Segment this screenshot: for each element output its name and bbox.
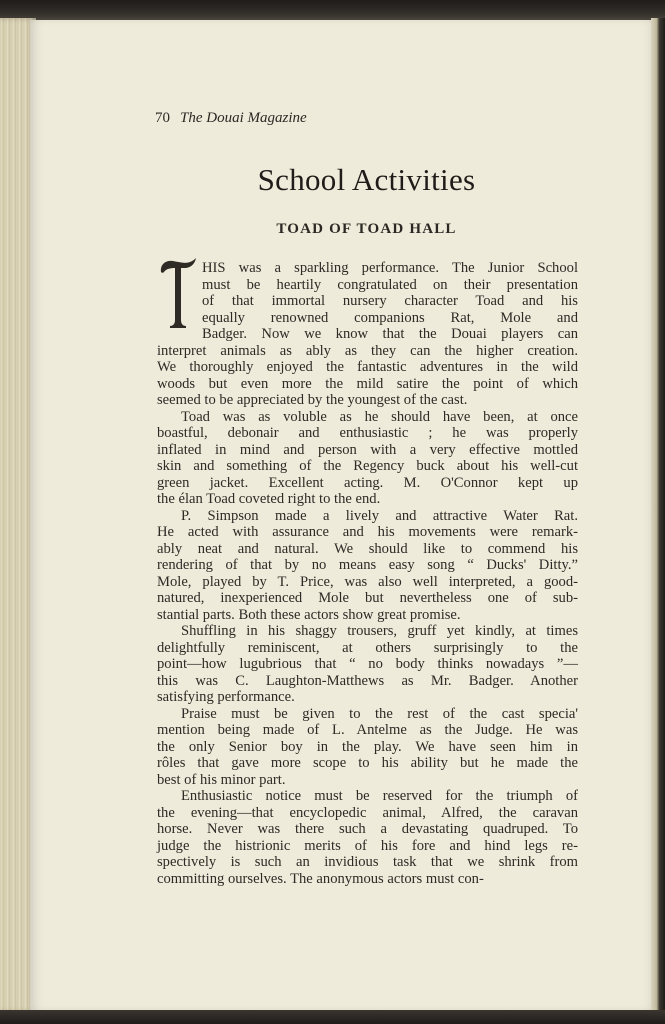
page-number: 70 <box>155 110 170 126</box>
text-line: Badger. Now we know that the Douai players can <box>202 326 578 342</box>
text-line: interpret animals as ably as they can the higher creation. <box>157 342 578 359</box>
text-line: the evening—that encyclopedic animal, Alfred, the caravan <box>157 804 578 821</box>
text-line: green jacket. Excellent acting. M. O'Connor kept up <box>157 474 578 491</box>
text-line: spectively is such an invidious task that we shrink from <box>157 854 578 870</box>
text-line: rôles that gave more scope to his ability but he made the <box>157 755 578 771</box>
text-line: this was C. Laughton-Matthews as Mr. Badger. Another <box>157 672 578 689</box>
text-line: best of his minor part. <box>157 771 286 788</box>
text-line: point—how lugubrious that “ no body thinks nowadays ”— <box>157 656 578 672</box>
text-line: horse. Never was there such a devastating quadruped. To <box>157 821 578 837</box>
text-line: skin and something of the Regency buck about his well-cut <box>157 458 578 474</box>
text-line: stantial parts. Both these actors show great promise. <box>157 606 461 623</box>
paragraph <box>157 706 578 789</box>
text-line: ably neat and natural. We should like to commend his <box>157 540 578 557</box>
book-bottom-edge <box>0 1010 665 1024</box>
text-line: Toad was as voluble as he should have been, at once <box>181 408 578 425</box>
magazine-name: The Douai Magazine <box>180 110 307 126</box>
text-line: P. Simpson made a lively and attractive Water Rat. <box>181 507 578 524</box>
paragraph <box>157 260 578 409</box>
text-line: mention being made of L. Antelme as the Judge. He was <box>157 722 578 738</box>
paragraph <box>157 409 578 508</box>
text-line: judge the histrionic merits of his fore and hind legs re- <box>157 837 578 854</box>
book-right-edge <box>651 18 665 1012</box>
text-line: boastful, debonair and enthusiastic ; he was properly <box>157 425 578 441</box>
text-line: Shuffling in his shaggy trousers, gruff yet kindly, at times <box>181 623 578 639</box>
section-title: School Activities <box>257 162 476 197</box>
text-line: satisfying performance. <box>157 689 295 705</box>
text-line: Mole, played by T. Price, was also well interpreted, a good- <box>157 573 578 590</box>
text-line: committing ourselves. The anonymous actors must con- <box>157 870 484 887</box>
text-line: inflated in mind and person with a very effective mottled <box>157 441 578 458</box>
text-line: of that immortal nursery character Toad and his <box>202 293 578 309</box>
paragraph <box>157 788 578 887</box>
text-line: rendering of that by no means easy song “ Ducks' Ditty.” <box>157 557 578 573</box>
text-line: Praise must be given to the rest of the cast specia' <box>181 705 578 722</box>
article-title: TOAD OF TOAD HALL <box>276 221 457 237</box>
running-head <box>155 110 307 127</box>
text-line: He acted with assurance and his movements were remark- <box>157 524 578 540</box>
paragraph <box>157 623 578 706</box>
text-line: natured, inexperienced Mole but nevertheless one of sub- <box>157 590 578 606</box>
text-line: the only Senior boy in the play. We have seen him in <box>157 738 578 755</box>
text-line: Enthusiastic notice must be reserved for the triumph of <box>181 788 578 804</box>
book-top-edge <box>0 0 665 20</box>
paragraph <box>157 508 578 624</box>
text-line: delightfully reminiscent, at others surprisingly to the <box>157 639 578 656</box>
text-line: seemed to be appreciated by the youngest of the cast. <box>157 392 468 408</box>
text-line: woods but even more the mild satire the point of which <box>157 375 578 392</box>
text-line: We thoroughly enjoyed the fantastic adventures in the wild <box>157 359 578 375</box>
article-body <box>157 260 578 887</box>
text-line: must be heartily congratulated on their presentation <box>202 276 578 293</box>
text-line: HIS was a sparkling performance. The Junior School <box>202 260 578 276</box>
text-line: equally renowned companions Rat, Mole and <box>202 309 578 326</box>
text-line: the élan Toad coveted right to the end. <box>157 491 381 507</box>
